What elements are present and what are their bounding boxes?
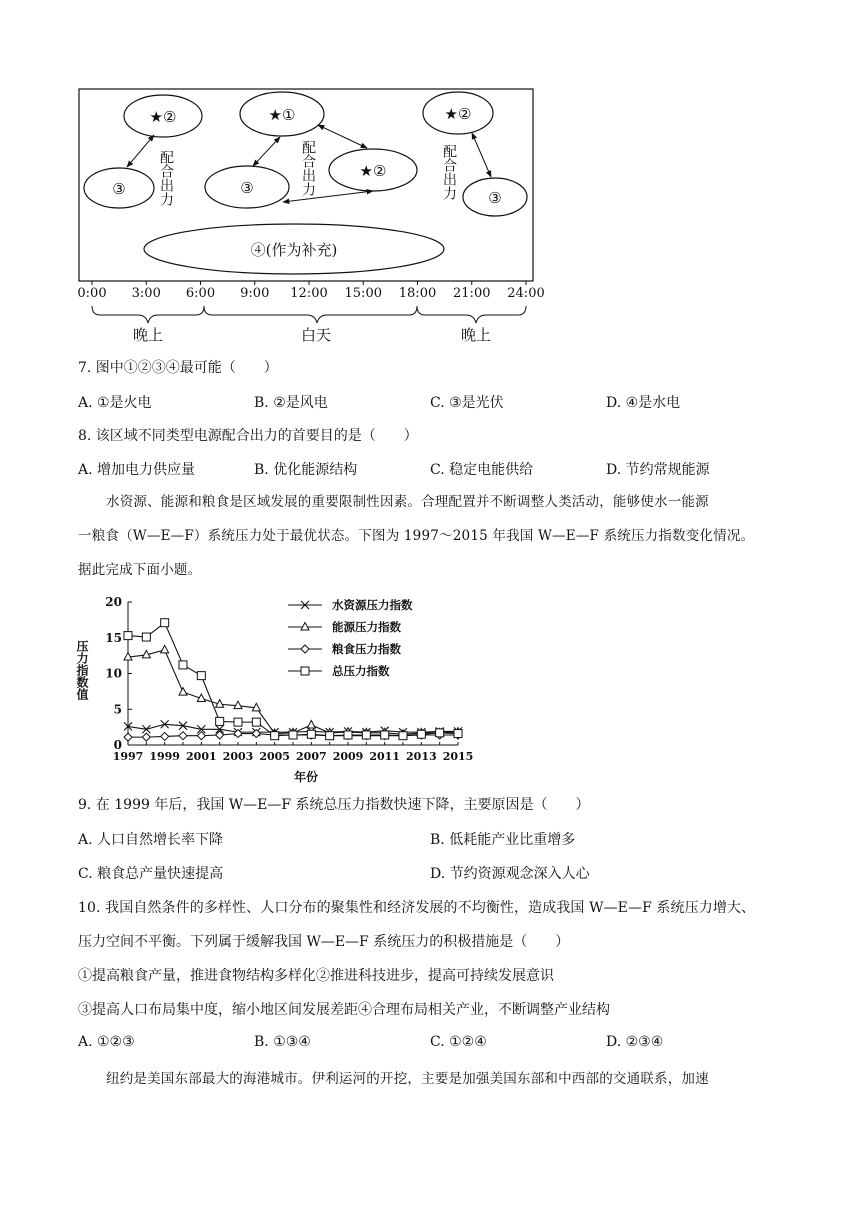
q9-option-a[interactable]: A. 人口自然增长率下降 <box>78 832 224 848</box>
chart-point-square <box>436 729 444 737</box>
q9-stem: 9. 在 1999 年后，我国 W—E—F 系统总压力指数快速下降，主要原因是（ ） <box>78 797 590 813</box>
time-tick-label: 0:00 <box>77 286 107 301</box>
node-left-top-label: ★② <box>149 108 177 126</box>
chart-y-tick-label: 0 <box>113 738 122 752</box>
chart-point-square <box>362 731 370 739</box>
node-mid-right-label: ★② <box>359 162 387 180</box>
chart-point-square <box>454 730 462 738</box>
brace-day <box>204 306 417 323</box>
chart-point-square <box>216 717 224 725</box>
chart-y-tick-label: 10 <box>105 666 122 681</box>
arrow-right <box>472 133 491 177</box>
chart-point-diamond <box>179 732 187 740</box>
chart-point-diamond <box>234 730 242 738</box>
node-mid-top-label: ★① <box>268 106 296 124</box>
chart-point-diamond <box>252 730 260 738</box>
chart-x-tick-label: 2009 <box>332 750 364 763</box>
passage1-line1: 水资源、能源和粮食是区域发展的重要限制性因素。合理配置并不断调整人类活动，能够使水一能源 <box>106 494 709 510</box>
q10-stem-line2: 压力空间不平衡。下列属于缓解我国 W—E—F 系统压力的积极措施是（ ） <box>78 934 570 950</box>
brace-night-2 <box>417 306 526 323</box>
q10-option-b[interactable]: B. ①③④ <box>254 1034 311 1050</box>
chart-x-tick-label: 2007 <box>296 750 327 763</box>
chart-point-square <box>179 661 187 669</box>
label-right-cooperate: 配合出力 <box>441 144 457 200</box>
q10-item1: ①提高粮食产量，推进食物结构多样化②推进科技进步，提高可持续发展意识 <box>78 968 554 984</box>
chart-point-square <box>399 732 407 740</box>
q7-option-b[interactable]: B. ②是风电 <box>254 395 328 411</box>
chart-x-tick-label: 1999 <box>149 750 180 763</box>
chart-y-tick-label: 20 <box>105 595 122 609</box>
chart-x-tick-label: 2011 <box>369 750 400 763</box>
time-tick-label: 18:00 <box>398 286 437 301</box>
chart-y-tick-label: 5 <box>113 702 122 717</box>
chart-point-square <box>417 730 425 738</box>
q9-option-b[interactable]: B. 低耗能产业比重增多 <box>430 832 576 848</box>
q9-option-d[interactable]: D. 节约资源观念深入人心 <box>430 866 590 882</box>
time-tick-label: 21:00 <box>453 286 491 301</box>
power-source-diagram <box>70 80 570 345</box>
q9-option-c[interactable]: C. 粮食总产量快速提高 <box>78 866 224 882</box>
time-tick-label: 12:00 <box>290 286 328 301</box>
q8-stem: 8. 该区域不同类型电源配合出力的首要目的是（ ） <box>78 428 418 444</box>
chart-x-tick-label: 2013 <box>406 750 437 763</box>
chart-x-tick-label: 2015 <box>442 750 474 763</box>
time-tick-label: 15:00 <box>344 286 382 301</box>
chart-point-square <box>326 732 334 740</box>
time-tick-label: 24:00 <box>507 286 545 301</box>
legend-label-x: 水资源压力指数 <box>332 598 413 612</box>
passage1-line3: 据此完成下面小题。 <box>78 562 202 578</box>
chart-x-tick-label: 1997 <box>112 750 144 763</box>
time-tick-label: 6:00 <box>185 286 216 301</box>
chart-point-square <box>124 632 132 640</box>
legend-marker-diamond <box>301 645 309 653</box>
chart-point-diamond <box>142 733 150 741</box>
chart-point-square <box>142 633 150 641</box>
legend-marker-square <box>301 667 309 675</box>
time-tick-label: 3:00 <box>131 286 161 301</box>
arrow-mid-top-left <box>253 137 280 166</box>
period-night-1: 晚上 <box>132 326 164 344</box>
node-supplement-label: ④(作为补充) <box>250 241 338 259</box>
brace-night-1 <box>92 306 204 323</box>
chart-point-square <box>344 731 352 739</box>
q8-option-c[interactable]: C. 稳定电能供给 <box>430 462 534 478</box>
passage1-line2: 一粮食（W—E—F）系统压力处于最优状态。下图为 1997～2015 年我国 W—E—F 系统压力指数变化情况。 <box>78 528 755 544</box>
q10-stem-line1: 10. 我国自然条件的多样性、人口分布的聚集性和经济发展的不均衡性，造成我国 W—E—F 系统压力增大、 <box>78 900 756 916</box>
chart-point-square <box>307 730 315 738</box>
legend-marker-triangle <box>301 623 309 631</box>
q7-option-d[interactable]: D. ④是水电 <box>606 395 681 411</box>
q10-option-c[interactable]: C. ①②④ <box>430 1034 487 1050</box>
chart-series-line-triangle <box>128 650 458 734</box>
chart-point-triangle <box>307 720 315 728</box>
chart-point-square <box>252 718 260 726</box>
chart-point-square <box>381 731 389 739</box>
label-left-cooperate: 配合出力 <box>158 150 174 206</box>
chart-xlabel: 年份 <box>293 770 319 784</box>
node-mid-left-label: ③ <box>240 179 254 197</box>
chart-point-square <box>197 672 205 680</box>
period-day: 白天 <box>300 326 332 344</box>
chart-point-square <box>289 731 297 739</box>
q7-option-c[interactable]: C. ③是光伏 <box>430 395 504 411</box>
chart-point-diamond <box>197 732 205 740</box>
q7-stem: 7. 图中①②③④最可能（ ） <box>78 360 278 376</box>
node-right-bottom-label: ③ <box>488 189 502 207</box>
period-night-2: 晚上 <box>460 326 492 344</box>
q7-option-a[interactable]: A. ①是火电 <box>78 395 152 411</box>
q8-option-b[interactable]: B. 优化能源结构 <box>254 462 358 478</box>
wef-pressure-chart <box>70 592 474 792</box>
chart-point-triangle <box>161 645 169 653</box>
chart-x-tick-label: 2003 <box>222 750 254 763</box>
q10-item2: ③提高人口布局集中度，缩小地区间发展差距④合理布局相关产业，不断调整产业结构 <box>78 1002 610 1018</box>
q10-option-a[interactable]: A. ①②③ <box>78 1034 135 1050</box>
node-left-bottom-label: ③ <box>112 180 126 198</box>
chart-ylabel: 压力指数值 <box>75 640 89 700</box>
chart-point-square <box>161 619 169 627</box>
chart-y-tick-label: 15 <box>105 630 122 645</box>
legend-label-diamond: 粮食压力指数 <box>332 642 401 656</box>
legend-label-square: 总压力指数 <box>332 664 390 678</box>
time-tick-label: 9:00 <box>240 286 270 301</box>
arrow-left <box>127 135 154 167</box>
chart-x-tick-label: 2001 <box>186 750 217 763</box>
passage2-line1: 纽约是美国东部最大的海港城市。伊利运河的开挖，主要是加强美国东部和中西部的交通联系，加速 <box>106 1071 709 1087</box>
node-right-top-label: ★② <box>444 105 472 123</box>
label-mid-cooperate: 配合出力 <box>300 140 316 196</box>
q8-option-d[interactable]: D. 节约常规能源 <box>606 462 710 478</box>
q8-option-a[interactable]: A. 增加电力供应量 <box>78 462 196 478</box>
chart-point-square <box>271 732 279 740</box>
chart-point-square <box>234 718 242 726</box>
chart-point-diamond <box>124 733 132 741</box>
q10-option-d[interactable]: D. ②③④ <box>606 1034 664 1050</box>
arrow-mid-top-right <box>318 125 367 148</box>
legend-label-triangle: 能源压力指数 <box>332 620 401 634</box>
arrow-mid-left-right <box>283 191 373 202</box>
chart-point-diamond <box>161 732 169 740</box>
chart-point-triangle <box>179 688 187 696</box>
chart-x-tick-label: 2005 <box>259 750 290 763</box>
